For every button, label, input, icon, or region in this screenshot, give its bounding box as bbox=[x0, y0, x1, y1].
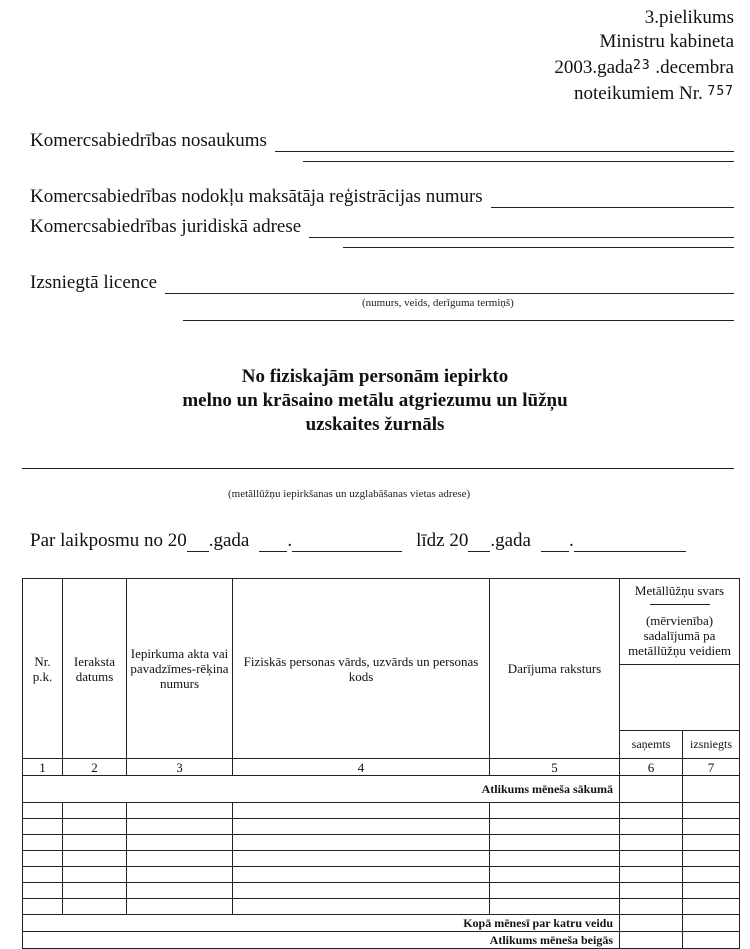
table-row bbox=[23, 835, 740, 851]
table-row bbox=[23, 819, 740, 835]
period-gada-1: .gada bbox=[208, 530, 250, 551]
table-cell[interactable] bbox=[490, 899, 620, 915]
weight-unit-line bbox=[650, 604, 710, 606]
period-to-month[interactable] bbox=[574, 533, 686, 552]
total-month-received[interactable] bbox=[620, 915, 683, 932]
weight-unit: (mērvienība) bbox=[645, 613, 714, 628]
table-cell[interactable] bbox=[620, 803, 683, 819]
col-person-header: Fiziskās personas vārds, uzvārds un personas kods bbox=[233, 579, 490, 759]
table-cell[interactable] bbox=[490, 867, 620, 883]
table-cell[interactable] bbox=[683, 883, 740, 899]
col-number: 6 bbox=[620, 759, 683, 776]
tax-number-field bbox=[30, 186, 734, 208]
regulation-number-value: 757 bbox=[707, 84, 734, 99]
legal-address-field bbox=[30, 216, 734, 238]
table-cell[interactable] bbox=[233, 867, 490, 883]
table-cell[interactable] bbox=[683, 835, 740, 851]
col-number: 3 bbox=[127, 759, 233, 776]
column-number-row bbox=[23, 759, 740, 776]
company-name-line[interactable] bbox=[275, 133, 734, 152]
authority-label: Ministru kabineta bbox=[599, 31, 734, 52]
balance-end-label: Atlikums mēneša beigās bbox=[23, 932, 620, 949]
regulation-number: noteikumiem Nr. $^{757}$ bbox=[574, 83, 734, 104]
weight-title: Metāllūžņu svars bbox=[634, 583, 725, 598]
col-number: 2 bbox=[63, 759, 127, 776]
balance-end-row bbox=[23, 932, 740, 949]
table-cell[interactable] bbox=[63, 803, 127, 819]
col-weight-header bbox=[620, 579, 740, 731]
table-cell[interactable] bbox=[63, 819, 127, 835]
total-month-row bbox=[23, 915, 740, 932]
table-cell[interactable] bbox=[127, 803, 233, 819]
period-to-label: līdz 20 bbox=[416, 530, 469, 551]
balance-start-issued[interactable] bbox=[683, 776, 740, 803]
company-name-line-2[interactable] bbox=[303, 161, 734, 162]
table-cell[interactable] bbox=[620, 819, 683, 835]
legal-address-label: Komercsabiedrības juridiskā adrese bbox=[30, 216, 302, 237]
table-cell[interactable] bbox=[683, 819, 740, 835]
table-cell[interactable] bbox=[490, 803, 620, 819]
weight-desc: sadalījumā pa metāllūžņu veidiem bbox=[628, 628, 731, 658]
table-cell[interactable] bbox=[63, 899, 127, 915]
journal-table bbox=[22, 578, 740, 949]
table-cell[interactable] bbox=[127, 851, 233, 867]
table-cell[interactable] bbox=[683, 867, 740, 883]
table-cell[interactable] bbox=[23, 899, 63, 915]
location-address-line[interactable] bbox=[22, 468, 734, 469]
period-from-day[interactable] bbox=[259, 533, 287, 552]
table-cell[interactable] bbox=[233, 851, 490, 867]
period-from-month[interactable] bbox=[292, 533, 402, 552]
table-cell[interactable] bbox=[490, 851, 620, 867]
col-number: 4 bbox=[233, 759, 490, 776]
table-row bbox=[23, 867, 740, 883]
license-label: Izsniegtā licence bbox=[30, 272, 158, 293]
table-cell[interactable] bbox=[23, 883, 63, 899]
title-line-1: No fiziskajām personām iepirkto bbox=[241, 366, 509, 387]
table-cell[interactable] bbox=[23, 819, 63, 835]
col-received-header: saņemts bbox=[620, 731, 683, 759]
table-cell[interactable] bbox=[683, 899, 740, 915]
balance-start-row bbox=[23, 776, 740, 803]
col-nr-header: Nr. p.k. bbox=[23, 579, 63, 759]
table-cell[interactable] bbox=[63, 835, 127, 851]
title-line-2: melno un krāsaino metālu atgriezumu un lūžņu bbox=[182, 390, 568, 411]
col-issued-header: izsniegts bbox=[683, 731, 740, 759]
table-cell[interactable] bbox=[23, 867, 63, 883]
legal-address-line[interactable] bbox=[309, 219, 734, 238]
license-field bbox=[30, 272, 734, 294]
table-row bbox=[23, 883, 740, 899]
period-dot-2: . bbox=[569, 530, 574, 551]
table-cell[interactable] bbox=[620, 883, 683, 899]
license-hint: (numurs, veids, derīguma termiņš) bbox=[362, 297, 514, 309]
period-dot-1: . bbox=[287, 530, 293, 551]
col-act-header: Iepirkuma akta vai pavadzīmes-rēķina numurs bbox=[127, 579, 233, 759]
table-cell[interactable] bbox=[233, 835, 490, 851]
license-line-2[interactable] bbox=[183, 320, 734, 321]
table-row bbox=[23, 851, 740, 867]
table-cell[interactable] bbox=[233, 899, 490, 915]
table-cell[interactable] bbox=[127, 867, 233, 883]
tax-number-line[interactable] bbox=[491, 189, 734, 208]
table-cell[interactable] bbox=[490, 883, 620, 899]
table-cell[interactable] bbox=[127, 835, 233, 851]
table-cell[interactable] bbox=[620, 899, 683, 915]
table-row bbox=[23, 899, 740, 915]
balance-end-received[interactable] bbox=[620, 932, 683, 949]
period-field bbox=[30, 530, 686, 552]
license-line[interactable] bbox=[165, 275, 734, 294]
table-cell[interactable] bbox=[490, 819, 620, 835]
col-number: 5 bbox=[490, 759, 620, 776]
period-to-day[interactable] bbox=[541, 533, 569, 552]
table-header-row bbox=[23, 579, 740, 731]
table-cell[interactable] bbox=[233, 883, 490, 899]
col-number: 1 bbox=[23, 759, 63, 776]
total-month-issued[interactable] bbox=[683, 915, 740, 932]
table-cell[interactable] bbox=[23, 835, 63, 851]
table-cell[interactable] bbox=[620, 851, 683, 867]
regulation-date: 2003.gada$^{23}$ .decembra bbox=[554, 57, 734, 78]
table-cell[interactable] bbox=[620, 867, 683, 883]
table-cell[interactable] bbox=[63, 883, 127, 899]
appendix-header bbox=[554, 6, 734, 106]
table-cell[interactable] bbox=[490, 835, 620, 851]
journal-title bbox=[0, 365, 750, 437]
table-row bbox=[23, 803, 740, 819]
company-name-field bbox=[30, 130, 734, 152]
table-cell[interactable] bbox=[620, 835, 683, 851]
table-cell[interactable] bbox=[63, 867, 127, 883]
table-cell[interactable] bbox=[683, 851, 740, 867]
period-gada-2: .gada bbox=[490, 530, 531, 551]
table-cell[interactable] bbox=[23, 803, 63, 819]
table-cell[interactable] bbox=[127, 899, 233, 915]
location-hint: (metāllūžņu iepirkšanas un uzglabāšanas vietas adrese) bbox=[228, 488, 471, 500]
company-name-label: Komercsabiedrības nosaukums bbox=[30, 130, 267, 151]
period-to-year[interactable] bbox=[468, 533, 490, 552]
tax-number-label: Komercsabiedrības nodokļu maksātāja reģistrācijas numurs bbox=[30, 186, 483, 207]
col-date-header: Ieraksta datums bbox=[63, 579, 127, 759]
table-cell[interactable] bbox=[233, 803, 490, 819]
col-number: 7 bbox=[683, 759, 740, 776]
table-cell[interactable] bbox=[683, 803, 740, 819]
appendix-label: 3.pielikums bbox=[644, 7, 734, 28]
table-cell[interactable] bbox=[23, 851, 63, 867]
col-type-header: Darījuma raksturs bbox=[490, 579, 620, 759]
table-cell[interactable] bbox=[127, 883, 233, 899]
table-cell[interactable] bbox=[233, 819, 490, 835]
balance-end-issued[interactable] bbox=[683, 932, 740, 949]
total-month-label: Kopā mēnesī par katru veidu bbox=[23, 915, 620, 932]
title-line-3: uzskaites žurnāls bbox=[305, 414, 445, 435]
period-from-label: Par laikposmu no 20 bbox=[30, 530, 187, 551]
table-cell[interactable] bbox=[127, 819, 233, 835]
balance-start-received[interactable] bbox=[620, 776, 683, 803]
balance-start-label: Atlikums mēneša sākumā bbox=[23, 776, 620, 803]
table-cell[interactable] bbox=[63, 851, 127, 867]
legal-address-line-2[interactable] bbox=[343, 247, 734, 248]
period-from-year[interactable] bbox=[187, 533, 209, 552]
date-day: 23 bbox=[633, 58, 651, 73]
